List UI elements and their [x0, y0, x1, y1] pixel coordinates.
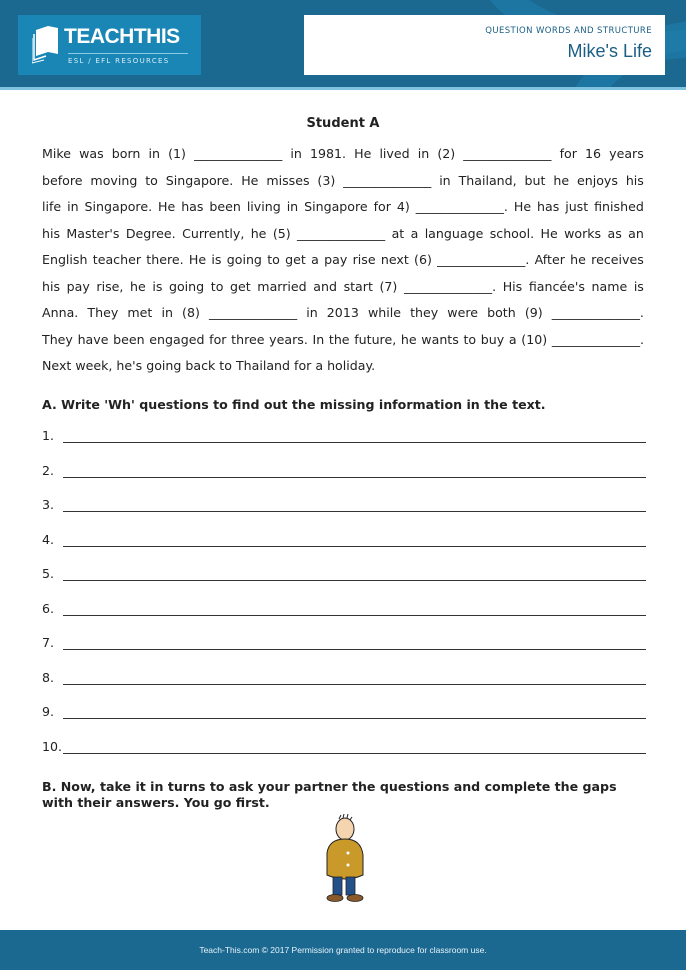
- answer-line[interactable]: [63, 497, 646, 512]
- question-row: [42, 704, 646, 739]
- cartoon-man-illustration: [315, 813, 375, 909]
- word: rise,: [96, 278, 124, 294]
- word: 16: [585, 146, 602, 161]
- word: been: [209, 199, 241, 214]
- question-list: [42, 428, 646, 773]
- word: in: [417, 146, 430, 161]
- question-row: [42, 532, 646, 567]
- word: 4): [396, 199, 410, 214]
- gap-fill-paragraph: [42, 144, 644, 383]
- word: get: [230, 278, 251, 294]
- word: was: [79, 146, 104, 161]
- question-row: [42, 635, 646, 670]
- word: In: [312, 331, 325, 347]
- title-box: [304, 15, 665, 75]
- word: (5): [272, 225, 291, 241]
- word: he: [130, 278, 146, 294]
- word: is: [633, 278, 644, 294]
- paragraph-line: [42, 277, 644, 304]
- question-number: 5.: [42, 566, 55, 581]
- word: both: [487, 305, 516, 320]
- word: three: [231, 331, 265, 347]
- word: fiancée's: [528, 278, 585, 294]
- word: his: [625, 172, 644, 188]
- word: He: [188, 252, 207, 267]
- word: misses: [266, 172, 310, 188]
- word: (1): [168, 146, 186, 161]
- section-b-heading: B. Now, take it in turns to ask your partner the questions and complete the gaps with their answers. You go first.: [42, 779, 617, 810]
- logo-subtitle: ESL / EFL RESOURCES: [68, 53, 188, 65]
- word: (10): [521, 331, 548, 347]
- question-number: 2.: [42, 462, 55, 478]
- word: Singapore: [304, 199, 368, 214]
- word: met: [127, 305, 153, 320]
- question-row: [42, 739, 646, 774]
- word: school.: [489, 225, 535, 241]
- word: ______________.: [415, 199, 508, 214]
- question-number: 4.: [42, 531, 55, 547]
- word: a: [311, 252, 319, 267]
- word: there.: [146, 252, 184, 267]
- word: language: [424, 225, 484, 241]
- word: He: [158, 199, 176, 214]
- word: ______________: [297, 225, 386, 241]
- word: ______________: [208, 305, 298, 320]
- word: engaged: [149, 331, 205, 347]
- word: Mike: [42, 146, 71, 161]
- word: They: [87, 305, 119, 320]
- word: they: [410, 305, 439, 320]
- word: a: [508, 331, 517, 347]
- word: works: [564, 225, 602, 241]
- logo-text: TEACHTHIS: [64, 25, 180, 48]
- word: were: [447, 305, 478, 320]
- paragraph-line: [42, 171, 644, 198]
- answer-line[interactable]: [63, 601, 646, 616]
- header: [0, 0, 686, 90]
- word: but: [524, 172, 546, 188]
- word: in: [148, 146, 161, 161]
- answer-line[interactable]: [63, 670, 646, 685]
- word: is: [211, 252, 222, 267]
- paragraph-line: [42, 303, 644, 330]
- word: English: [42, 252, 88, 267]
- word: in: [286, 199, 299, 214]
- word: (9): [524, 305, 543, 320]
- answer-line[interactable]: [63, 704, 646, 719]
- word: (2): [437, 146, 456, 161]
- word: 1981.: [309, 146, 346, 161]
- word: pay: [324, 252, 348, 267]
- word: married: [257, 278, 307, 294]
- word: and: [313, 278, 337, 294]
- word: before: [42, 172, 83, 188]
- teachthis-logo: [18, 15, 201, 75]
- answer-line[interactable]: [63, 739, 646, 754]
- paragraph-line: [42, 250, 644, 277]
- word: Degree.: [125, 225, 176, 241]
- word: to: [210, 278, 224, 294]
- question-row: [42, 463, 646, 498]
- word: name: [591, 278, 628, 294]
- word: in: [306, 305, 318, 320]
- word: next: [380, 252, 409, 267]
- word: the: [328, 331, 350, 347]
- word: start: [343, 278, 373, 294]
- word: Thailand,: [458, 172, 517, 188]
- word: Currently,: [182, 225, 245, 241]
- word: ______________.: [403, 278, 497, 294]
- word: for: [209, 331, 227, 347]
- word: buy: [480, 331, 505, 347]
- word: as: [607, 225, 622, 241]
- word: get: [285, 252, 306, 267]
- word: for: [373, 199, 391, 214]
- word: (6): [414, 252, 432, 267]
- word: Anna.: [42, 305, 79, 320]
- question-number: 10.: [42, 738, 63, 754]
- paragraph-line: [42, 330, 644, 357]
- word: he: [250, 225, 267, 241]
- word: finished: [594, 199, 644, 214]
- question-number: 8.: [42, 669, 55, 685]
- word: at: [391, 225, 405, 241]
- word: he: [553, 172, 570, 188]
- word: a: [410, 225, 419, 241]
- word: in: [67, 199, 79, 214]
- word: living: [246, 199, 281, 214]
- paragraph-line: [42, 144, 644, 171]
- word: He: [354, 146, 372, 161]
- word: been: [113, 331, 145, 347]
- word: pay: [66, 278, 90, 294]
- answer-line[interactable]: [63, 635, 646, 650]
- word: After: [534, 252, 565, 267]
- question-row: [42, 428, 646, 463]
- word: Singapore.: [84, 199, 153, 214]
- word: life: [42, 199, 62, 214]
- book-icon: [32, 24, 62, 64]
- word: Singapore.: [165, 172, 234, 188]
- question-row: [42, 601, 646, 636]
- footer: Teach-This.com © 2017 Permission granted to reproduce for classroom use.: [0, 930, 686, 970]
- word: his: [42, 225, 61, 241]
- word: going: [226, 252, 262, 267]
- word: moving: [90, 172, 138, 188]
- word: ______________.: [437, 252, 530, 267]
- word: His: [502, 278, 523, 294]
- question-number: 9.: [42, 704, 55, 719]
- word: He: [540, 225, 558, 241]
- word: rise: [352, 252, 376, 267]
- word: (8): [182, 305, 200, 320]
- question-number: 7.: [42, 635, 55, 650]
- student-label: Student A: [306, 116, 380, 131]
- word: (7): [379, 278, 398, 294]
- word: years: [609, 146, 644, 161]
- word: ______________: [194, 146, 283, 161]
- question-row: [42, 566, 646, 601]
- paragraph-line: [42, 224, 644, 251]
- section-a-heading: A. Write 'Wh' questions to find out the missing information in the text.: [42, 397, 546, 412]
- word: for: [559, 146, 577, 161]
- word: future,: [354, 331, 397, 347]
- word: in: [439, 172, 451, 188]
- word: They: [42, 331, 73, 347]
- word: has: [181, 199, 204, 214]
- word: wants: [421, 331, 459, 347]
- question-number: 6.: [42, 600, 55, 616]
- word: ______________: [343, 172, 432, 188]
- word: in: [161, 305, 173, 320]
- word: (3): [317, 172, 336, 188]
- word: is: [152, 278, 163, 294]
- word: to: [145, 172, 158, 188]
- word: receives: [591, 252, 644, 267]
- word: he: [400, 331, 417, 347]
- word: born: [111, 146, 141, 161]
- answer-line[interactable]: [63, 428, 646, 443]
- word: ______________: [463, 146, 552, 161]
- word: enjoys: [576, 172, 618, 188]
- word: teacher: [92, 252, 142, 267]
- word: Master's: [66, 225, 120, 241]
- word: to: [463, 331, 477, 347]
- word: going: [168, 278, 205, 294]
- word: He: [513, 199, 532, 214]
- word: ______________.: [551, 305, 644, 320]
- worksheet-title: Mike's Life: [567, 41, 652, 61]
- word: lived: [379, 146, 410, 161]
- word: 2013: [326, 305, 359, 320]
- word: He: [241, 172, 259, 188]
- word: he: [570, 252, 586, 267]
- word: have: [77, 331, 109, 347]
- paragraph-line: Next week, he's going back to Thailand for a holiday.: [42, 358, 376, 373]
- word: ______________.: [551, 331, 644, 347]
- answer-line[interactable]: [63, 463, 646, 478]
- word: in: [290, 146, 302, 161]
- worksheet-topic: QUESTION WORDS AND STRUCTURE: [485, 26, 652, 36]
- word: just: [565, 199, 589, 214]
- word: an: [628, 225, 644, 241]
- answer-line[interactable]: [63, 532, 646, 547]
- question-number: 3.: [42, 497, 55, 512]
- word: while: [367, 305, 401, 320]
- question-row: [42, 497, 646, 532]
- word: to: [267, 252, 280, 267]
- paragraph-line: [42, 197, 644, 224]
- word: years.: [269, 331, 308, 347]
- word: his: [42, 278, 61, 294]
- question-row: [42, 670, 646, 705]
- word: has: [537, 199, 560, 214]
- answer-line[interactable]: [63, 566, 646, 581]
- question-number: 1.: [42, 428, 55, 443]
